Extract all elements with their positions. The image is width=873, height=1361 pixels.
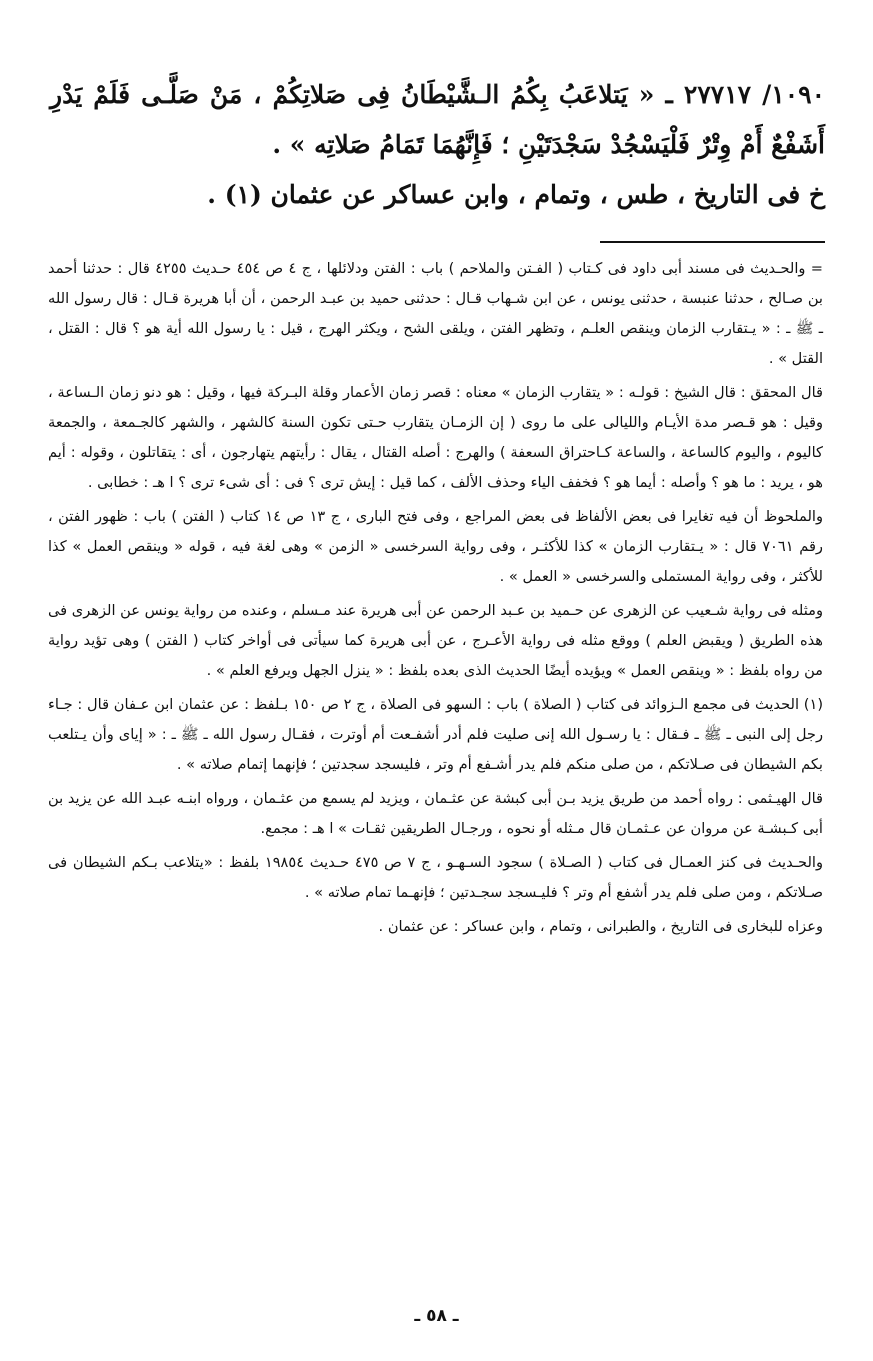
footnotes — [48, 254, 823, 946]
hadith-text: ١٠٩٠/ ٢٧٧١٧ ـ « يَتلاعَبُ بِكُمُ الـشَّيْطَانُ فِى صَلاتِكُمْ ، مَنْ صَلَّـى فَلَمْ يَدْرِ أَشَفْعٌ أَمْ وِتْرٌ فَلْيَسْجُدْ سَجْدَتَيْنِ ؛ فَإِنَّهُمَا تَمَامُ صَلاتِه » . — [50, 80, 825, 159]
footnote-paragraph: قال الهيـثمى : رواه أحمد من طريق يزيد بـن أبى كبشة عن عثـمان ، ويزيد لم يسمع من عثـمان ، ورواه ابنـه عبـد الله عن يزيد بن أبى كـبشـة عن مروان عن عـثمـان قال مـثله أو نحوه ، ورجـال الطريقين ثقـات » ا هـ : مجمع. — [48, 790, 823, 837]
footnote-paragraph: والحـديث فى كنز العمـال فى كتاب ( الصـلاة ) سجود السـهـو ، ج ٧ ص ٤٧٥ حـديث ١٩٨٥٤ بلفظ : «يتلاعب بـكم الشيطان فى صـلاتكم ، ومن صلى فلم يدر أشفع أم وتر ؟ فليـسجد سجـدتين ؛ فإنهـما تمام صلاته » . — [48, 854, 823, 901]
footnote-paragraph: والملحوظ أن فيه تغايرا فى بعض الألفاظ فى بعض المراجع ، وفى فتح البارى ، ج ١٣ ص ١٤ كتاب ( الفتن ) باب : ظهور الفتن ، رقم ٧٠٦١ قال : « يـتقارب الزمان » كذا للأكثـر ، وفى رواية السرخسى « الزمن » وهى لغة فيه ، قوله « وينقص العمل » كذا للأكثر ، وفى رواية المستملى والسرخسى « العمل » . — [48, 508, 823, 585]
hadith-block — [50, 70, 825, 220]
footnote-paragraph: = والحـديث فى مسند أبى داود فى كـتاب ( الفـتن والملاحم ) باب : الفتن ودلائلها ، ج ٤ ص ٤٥٤ حـديث ٤٢٥٥ قال : حدثنا أحمد بن صـالح ، حدثنا عنبسة ، حدثنى يونس ، عن ابن شـهاب قـال : حدثنى حميد بن عبـد الرحمن ، أن أبا هريرة قـال : قال رسول الله ـ ﷺ ـ : « يـتقارب الزمان وينقص العلـم ، وتظهر الفتن ، ويلقى الشح ، ويكثر الهرج ، قيل : يا رسول الله أية هو ؟ قال : القتل ، القتل » . — [48, 260, 824, 367]
footnote-paragraph: ومثله فى رواية شـعيب عن الزهرى عن حـميد بن عـبد الرحمن عن أبى هريرة عند مـسلم ، وعنده من رواية يونس عن الزهرى فى هذه الطريق ( ويقبض العلم ) ووقع مثله فى رواية الأعـرج ، عن أبى هريرة كما سيأتى فى أواخر كتاب ( الفتن ) وهى تؤيد رواية من رواه بلفظ : « وينقص العمل » ويؤيده أيضًا الحديث الذى بعده بلفظ : « ينزل الجهل ويرفع العلم » . — [48, 602, 823, 679]
page-number: ـ ٥٨ ـ — [414, 1306, 459, 1326]
footnote-divider — [600, 241, 825, 243]
footnote-paragraph: وعزاه للبخارى فى التاريخ ، والطبرانى ، وتمام ، وابن عساكر : عن عثمان . — [378, 918, 823, 935]
hadith-source: خ فى التاريخ ، طس ، وتمام ، وابن عساكر عن عثمان (١) . — [207, 180, 825, 209]
footnote-paragraph: قال المحقق : قال الشيخ : قولـه : « يتقارب الزمان » معناه : قصر زمان الأعمار وقلة البـركة فيها ، وقيل : هو دنو زمان الـساعة ، وقيل : هو قـصر مدة الأيـام والليالى على ما روى ( إن الزمـان يتقارب حـتى تكون السنة كالشهر ، والشهر كالجـمعة ، والجمعة كاليوم ، واليوم كالساعة ، والساعة كـاحتراق السعفة ) والهرج : أصله القتال ، يقال : رأيتهم يتهارجون ، أى : يتقاتلون ، وقوله : أيم هو ، يريد : ما هو ؟ وأصله : أيما هو ؟ فخفف الياء وحذف الألف ، كما قيل : إيش ترى ؟ فى : أى شىء ترى ؟ ا هـ : خطابى . — [48, 384, 823, 491]
footnote-paragraph: (١) الحديث فى مجمع الـزوائد فى كتاب ( الصلاة ) باب : السهو فى الصلاة ، ج ٢ ص ١٥٠ بـلفظ : عن عثمان ابن عـفان قال : جـاء رجل إلى النبى ـ ﷺ ـ فـقال : يا رسـول الله إنى صليت فلم أدر أشفـعت أم أوترت ، فقـال رسول الله ـ ﷺ ـ : « إياى وأن يـتلعب بكم الشيطان فى صـلاتكم ، من صلى منكم فلم يدر أشـفع أم وتر ، فليسجد سجدتين ؛ فإنهما إتمام صلاته » . — [48, 696, 824, 773]
